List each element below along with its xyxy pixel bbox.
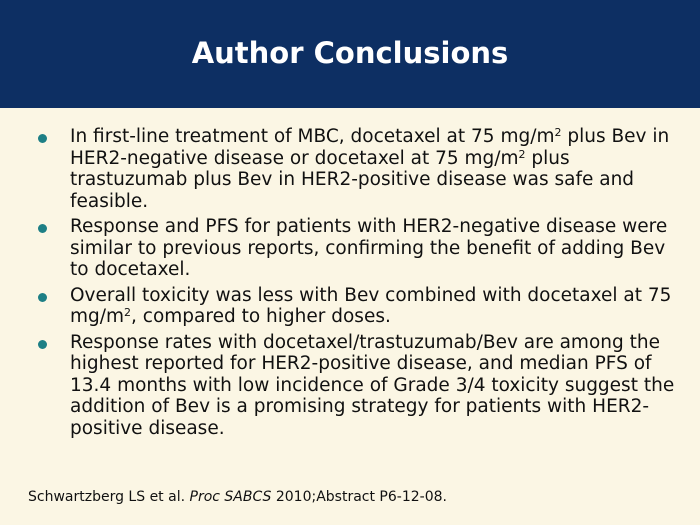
citation-authors: Schwartzberg LS et al. [28,489,190,505]
slide-title: Author Conclusions [191,36,509,70]
bullet-dot-icon [38,340,47,349]
citation-details: 2010;Abstract P6-12-08. [271,489,447,505]
bullet-4-text: Response rates with docetaxel/trastuzumab/Bev are among the highest reported for HER2-positive disease, and median PFS of 13.4 months with low incidence of Grade 3/4 toxicity suggest the addition of Bev is a promising strategy for patients with HER2-positive disease. [70,331,675,439]
title-bar [0,0,700,108]
bullet-item-1 [38,126,678,212]
citation-footer [28,489,447,505]
bullet-item-4 [38,332,678,440]
bullet-list [38,126,678,443]
superscript-2: 2 [554,126,562,139]
bullet-item-3 [38,285,678,328]
bullet-dot-icon [38,293,47,302]
bullet-3-text-b: , compared to higher doses. [131,306,391,327]
bullet-1-text-a: In first-line treatment of MBC, docetaxel at 75 mg/m [70,126,555,147]
bullet-item-2 [38,216,678,281]
bullet-1-text-b: plus Bev in HER2-negative disease or docetaxel at 75 mg/m [70,126,670,169]
bullet-1-text-c: plus trastuzumab plus Bev in HER2-positive disease was safe and feasible. [70,147,635,212]
bullet-dot-icon [38,134,47,143]
superscript-2: 2 [124,306,132,319]
citation-journal: Proc SABCS [189,489,272,505]
bullet-2-text: Response and PFS for patients with HER2-negative disease were similar to previous reports, confirming the benefit of adding Bev to docetaxel. [70,216,668,280]
bullet-3-text-a: Overall toxicity was less with Bev combined with docetaxel at 75 mg/m [70,284,672,327]
bullet-dot-icon [38,224,47,233]
superscript-2: 2 [518,147,526,161]
